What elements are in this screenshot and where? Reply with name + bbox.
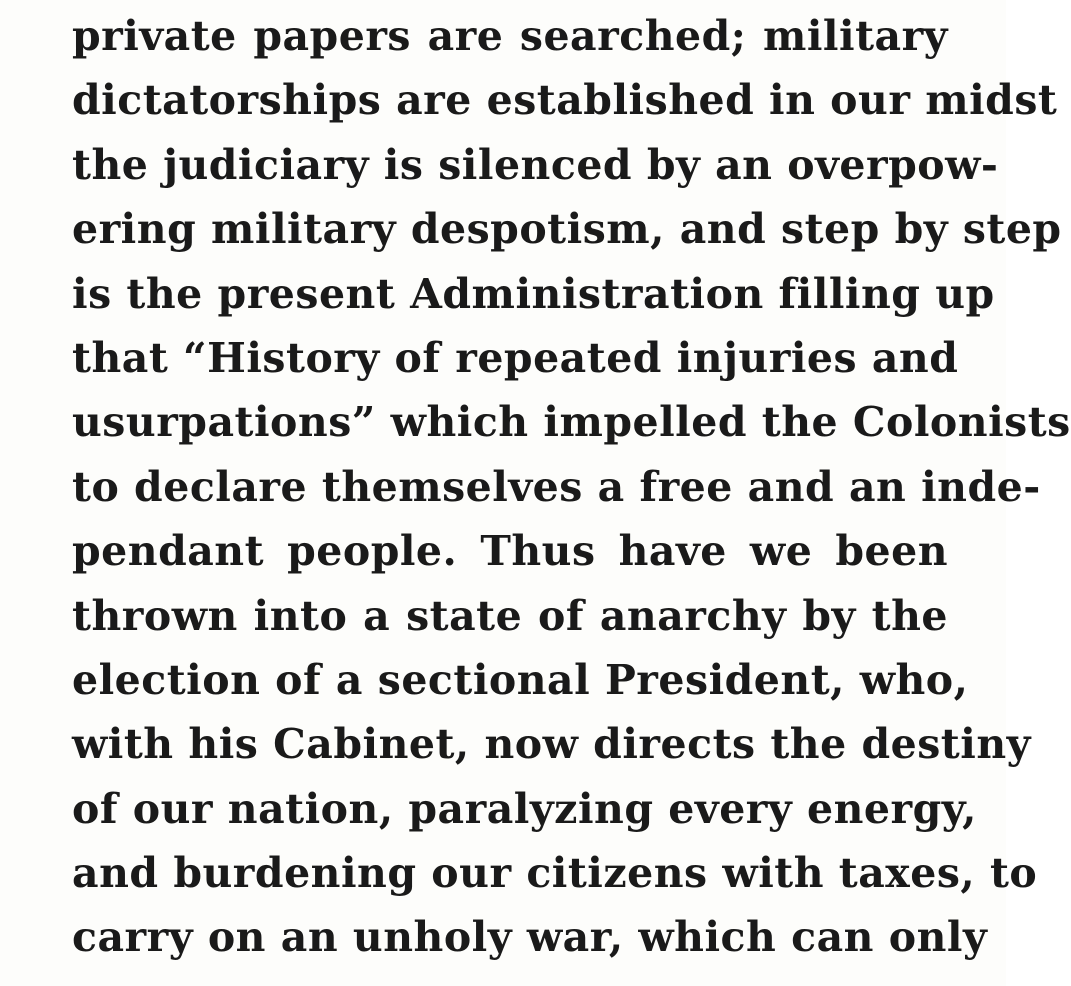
text-line: ering military despotism, and step by step	[72, 205, 1062, 254]
text-line: election of a sectional President, who,	[72, 655, 969, 704]
text-line: with his Cabinet, now directs the destiny	[72, 720, 1031, 769]
text-line: thrown into a state of anarchy by the	[72, 591, 948, 640]
article-column	[72, 4, 1071, 970]
text-line: usurpations” which impelled the Colonists	[72, 398, 1071, 447]
text-line: the judiciary is silenced by an overpow-	[72, 140, 999, 189]
text-line: dictatorships are established in our midst	[72, 76, 1058, 125]
text-line: pendant people. Thus have we been	[72, 527, 948, 576]
text-line: to declare themselves a free and an inde-	[72, 462, 1041, 511]
text-line: and burdening our citizens with taxes, to	[72, 849, 1038, 898]
text-line: of our nation, paralyzing every energy,	[72, 784, 977, 833]
text-line: carry on an unholy war, which can only	[72, 913, 988, 962]
text-line: that “History of repeated injuries and	[72, 333, 959, 382]
text-line: is the present Administration filling up	[72, 269, 995, 318]
text-line: private papers are searched; military	[72, 12, 948, 60]
